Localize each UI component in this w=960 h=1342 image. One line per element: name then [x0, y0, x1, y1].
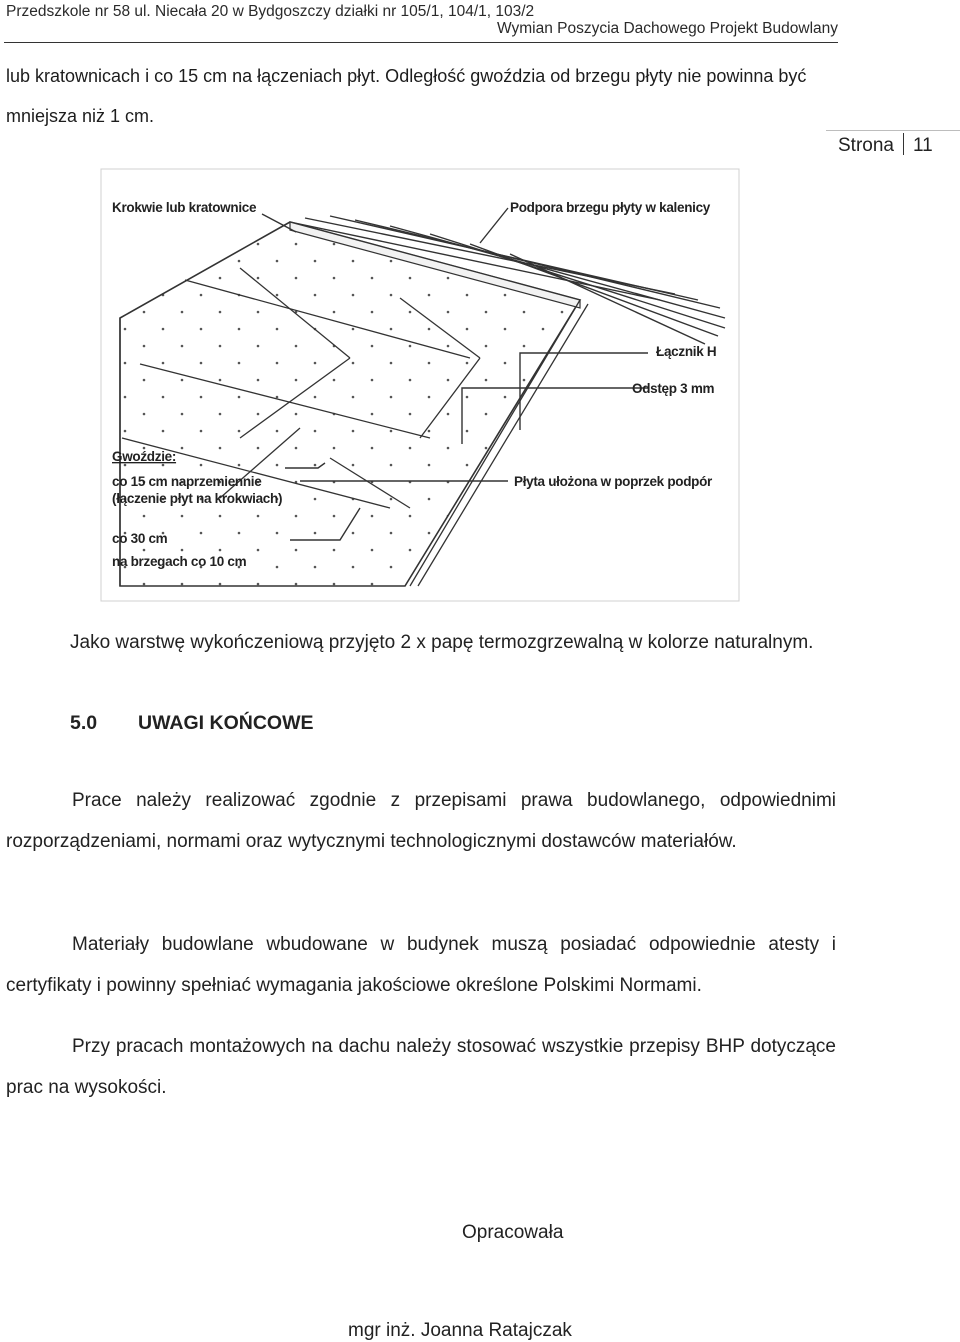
label-board-across: Płyta ułożona w poprzek podpór	[514, 474, 713, 489]
signature-label: Opracowała	[462, 1222, 564, 1243]
paragraph-3: Przy pracach montażowych na dachu należy stosować wszystkie przepisy BHP dotyczące prac na wysokości.	[6, 1036, 836, 1098]
roof-sheathing-figure	[100, 168, 740, 602]
label-gap: Odstęp 3 mm	[632, 381, 715, 396]
label-ridge-support: Podpora brzegu płyty w kalenicy	[510, 200, 711, 215]
paragraph-1: Prace należy realizować zgodnie z przepisami prawa budowlanego, odpowiednimi rozporządzeniami, normami oraz wytycznymi technologicznymi dostawców materiałów.	[6, 790, 836, 852]
section-title: UWAGI KOŃCOWE	[138, 712, 314, 734]
label-nails-title: Gwoździe:	[112, 449, 177, 464]
label-every30-line2: na brzegach co 10 cm	[112, 554, 247, 569]
finish-note: Jako warstwę wykończeniową przyjęto 2 x papę termozgrzewalną w kolorze naturalnym.	[70, 632, 814, 653]
signature-name: mgr inż. Joanna Ratajczak	[348, 1320, 572, 1341]
page-number	[838, 133, 933, 157]
label-h-clip: Łącznik H	[656, 344, 717, 359]
page-number-rule	[826, 130, 960, 131]
header-subtitle: Wymian Poszycia Dachowego Projekt Budowlany	[496, 20, 838, 37]
label-nails-line2: (łączenie płyt na krokwiach)	[112, 491, 283, 506]
section-heading	[70, 712, 314, 735]
label-nails-line1: co 15 cm naprzemiennie	[112, 474, 262, 489]
page-number-label: Strona	[838, 135, 894, 156]
intro-paragraph: lub kratownicach i co 15 cm na łączeniach płyt. Odległość gwoździa od brzegu płyty nie powinna być mniejsza niż 1 cm.	[6, 66, 807, 126]
roof-diagram	[100, 168, 740, 602]
page-number-separator	[903, 133, 904, 155]
page-number-value: 11	[912, 135, 933, 156]
header-divider	[4, 42, 838, 43]
header-title: Przedszkole nr 58 ul. Niecała 20 w Bydgoszczy działki nr 105/1, 104/1, 103/2	[6, 3, 535, 20]
roof-plane	[120, 222, 580, 586]
section-number: 5.0	[70, 712, 98, 734]
label-every30-line1: co 30 cm	[112, 531, 168, 546]
label-rafters: Krokwie lub kratownice	[112, 200, 257, 215]
paragraph-2: Materiały budowlane wbudowane w budynek muszą posiadać odpowiednie atesty i certyfikaty i powinny spełniać wymagania jakościowe określone Polskimi Normami.	[6, 934, 836, 996]
